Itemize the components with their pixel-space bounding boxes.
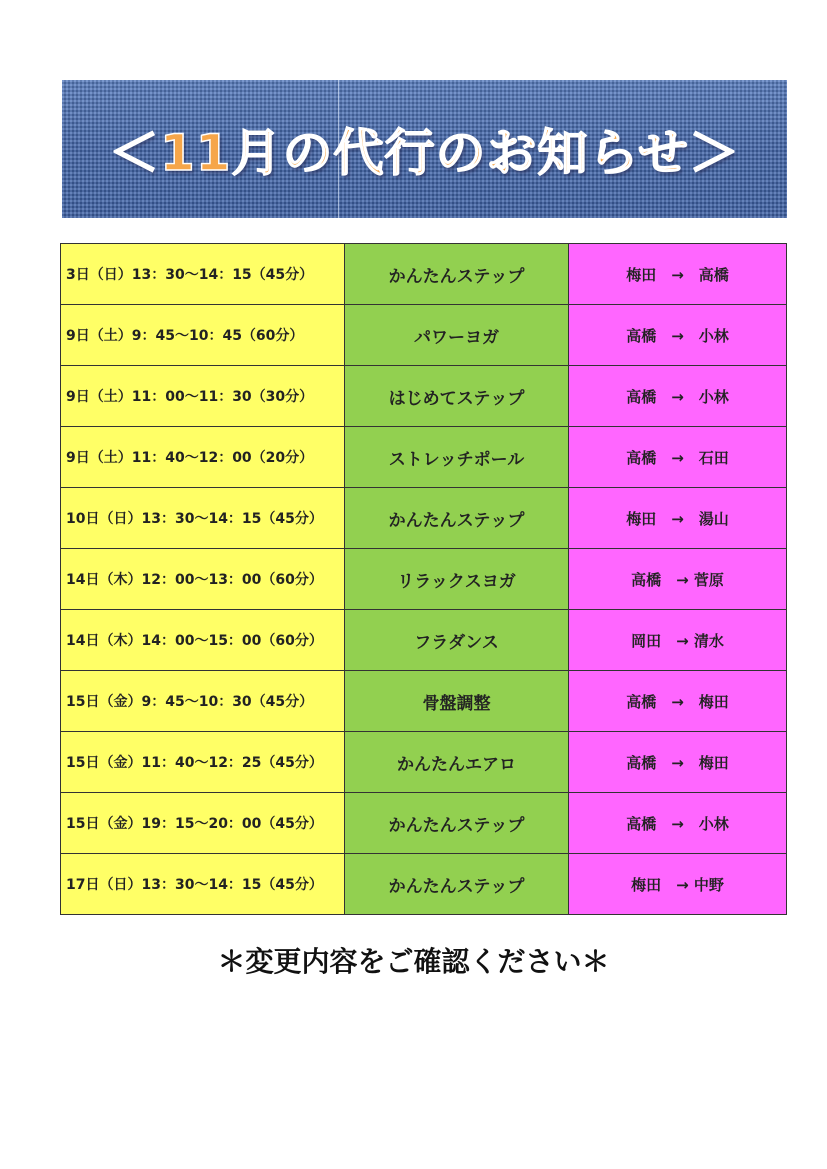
table-row [61, 244, 787, 305]
date-cell: 14日（木）14：00〜15：00（60分） [61, 610, 345, 671]
instructor-change-cell: 高橋 → 菅原 [569, 549, 787, 610]
date-cell: 15日（金）19：15〜20：00（45分） [61, 793, 345, 854]
instructor-change-cell: 高橋 → 梅田 [569, 732, 787, 793]
class-name-cell: リラックスヨガ [345, 549, 569, 610]
class-name-cell: フラダンス [345, 610, 569, 671]
date-cell: 10日（日）13：30〜14：15（45分） [61, 488, 345, 549]
date-cell: 14日（木）12：00〜13：00（60分） [61, 549, 345, 610]
table-row [61, 305, 787, 366]
date-cell: 17日（日）13：30〜14：15（45分） [61, 854, 345, 915]
table-row [61, 549, 787, 610]
instructor-change-cell: 岡田 → 清水 [569, 610, 787, 671]
date-cell: 15日（金）9：45〜10：30（45分） [61, 671, 345, 732]
class-name-cell: パワーヨガ [345, 305, 569, 366]
table-row [61, 366, 787, 427]
instructor-change-cell: 梅田 → 湯山 [569, 488, 787, 549]
date-cell: 9日（土）11：00〜11：30（30分） [61, 366, 345, 427]
instructor-change-cell: 高橋 → 小林 [569, 305, 787, 366]
page-title: ＜11月の代行のお知らせ＞ [108, 124, 741, 182]
table-row [61, 671, 787, 732]
table-row [61, 427, 787, 488]
class-name-cell: はじめてステップ [345, 366, 569, 427]
title-banner [62, 80, 787, 218]
table-row [61, 488, 787, 549]
date-cell: 15日（金）11：40〜12：25（45分） [61, 732, 345, 793]
table-row [61, 854, 787, 915]
class-name-cell: かんたんステップ [345, 244, 569, 305]
class-name-cell: ストレッチポール [345, 427, 569, 488]
instructor-change-cell: 梅田 → 中野 [569, 854, 787, 915]
class-name-cell: かんたんステップ [345, 488, 569, 549]
instructor-change-cell: 梅田 → 高橋 [569, 244, 787, 305]
date-cell: 9日（土）11：40〜12：00（20分） [61, 427, 345, 488]
instructor-change-cell: 高橋 → 石田 [569, 427, 787, 488]
table-row [61, 732, 787, 793]
date-cell: 3日（日）13：30〜14：15（45分） [61, 244, 345, 305]
instructor-change-cell: 高橋 → 梅田 [569, 671, 787, 732]
class-name-cell: かんたんステップ [345, 854, 569, 915]
instructor-change-cell: 高橋 → 小林 [569, 366, 787, 427]
instructor-change-cell: 高橋 → 小林 [569, 793, 787, 854]
date-cell: 9日（土）9：45〜10：45（60分） [61, 305, 345, 366]
class-name-cell: かんたんエアロ [345, 732, 569, 793]
table-row [61, 610, 787, 671]
schedule-body [61, 244, 787, 915]
class-name-cell: 骨盤調整 [345, 671, 569, 732]
class-name-cell: かんたんステップ [345, 793, 569, 854]
confirm-notice: ＊変更内容をご確認ください＊ [217, 945, 610, 978]
table-row [61, 793, 787, 854]
substitute-schedule-table [60, 243, 787, 915]
